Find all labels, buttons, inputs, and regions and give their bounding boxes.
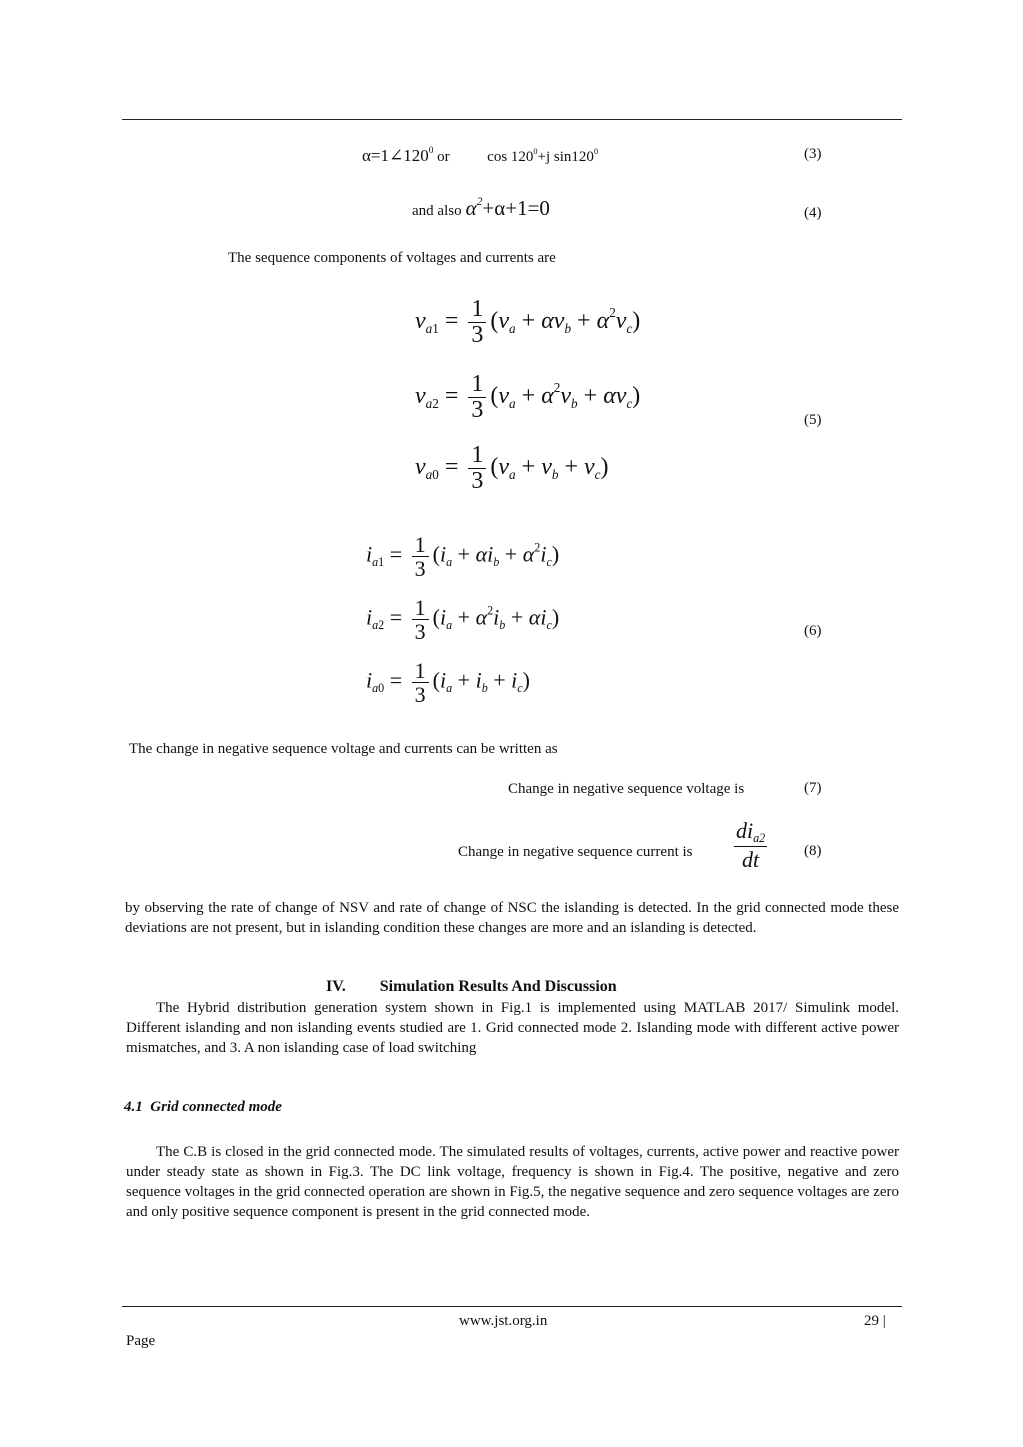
eq4-alpha: α: [465, 196, 477, 220]
paragraph-simulation: The Hybrid distribution generation system shown in Fig.1 is implemented using MATLAB 2017/ Simulink model. Different islanding and non islanding events studied are 1. Grid connected mode 2. Islanding mode with different active power mismatches, and 3. A non islanding case of load switching: [126, 1000, 899, 1056]
eq3-superscript: 0: [533, 147, 538, 156]
eq3-cos: cos 120: [487, 149, 534, 165]
equation-ia1: $i_{a1}$ = $\frac{1}{3}$ $(i_a + \alpha i_b + \alpha^2i_c)$: [366, 532, 560, 582]
eq3-or: or: [437, 149, 450, 165]
eq8-denominator: dt: [742, 847, 760, 873]
subsection-heading: 4.1 Grid connected mode: [124, 1099, 282, 1115]
equation-va2: $v_{a2}$ = $\frac{1}{3}$ $(v_a + \alpha^2v_b + \alpha v_c)$: [415, 371, 641, 424]
equation-3: [362, 146, 598, 166]
equation-number-4: (4): [804, 205, 822, 221]
eq8-subscript: a2: [753, 831, 766, 846]
equation-8-fraction: [734, 818, 767, 874]
paragraph-grid-connected: The C.B is closed in the grid connected mode. The simulated results of voltages, currents, active power and reactive power under steady state as shown in Fig.3. The DC link voltage, frequency is shown in Fig.4. The positive, negative and zero sequence voltages in the grid connected operation are shown in Fig.5, the negative sequence and zero sequence voltages are zero and only positive sequence component is present in the grid connected mode.: [126, 1144, 899, 1220]
equation-number-8: (8): [804, 843, 822, 859]
sequence-intro: The sequence components of voltages and currents are: [228, 250, 556, 266]
section-heading: [326, 978, 617, 996]
eq3-superscript: 0: [593, 147, 599, 156]
equation-va0: $v_{a0}$ = $\frac{1}{3}$ $(v_a + v_b + v_c)$: [415, 442, 609, 495]
footer-rule: [122, 1306, 902, 1307]
equation-number-7: (7): [804, 780, 822, 796]
footer-url: www.jst.org.in: [459, 1313, 548, 1329]
equation-4: [412, 196, 550, 221]
eq4-expression: [466, 196, 550, 220]
footer-page-label: Page: [126, 1333, 156, 1349]
change-intro: The change in negative sequence voltage and currents can be written as: [129, 741, 558, 757]
equation-ia0: $i_{a0}$ = $\frac{1}{3}$ $(i_a + i_b + i_c)$: [366, 658, 530, 708]
eq4-prefix: and also: [412, 203, 462, 219]
header-rule: [122, 119, 902, 120]
eq4-rest: +α+1=0: [482, 196, 550, 220]
eq4-superscript: 2: [476, 196, 483, 209]
footer-page-number: 29 |: [864, 1313, 886, 1329]
equation-number-5: (5): [804, 412, 822, 428]
equation-7-text: Change in negative sequence voltage is: [508, 781, 745, 797]
eq3-jsin: +j sin120: [537, 149, 594, 165]
section-number: IV.: [326, 978, 346, 995]
equation-number-3: (3): [804, 146, 822, 162]
eq3-superscript: 0: [428, 146, 434, 157]
equation-number-6: (6): [804, 623, 822, 639]
paragraph-detection: by observing the rate of change of NSV and rate of change of NSC the islanding is detected. In the grid connected mode these deviations are not present, but in islanding condition these changes are more and an islanding is detected.: [125, 900, 899, 936]
eq8-numerator: di: [736, 818, 754, 843]
eq3-lhs: α=1∠120: [362, 146, 429, 165]
equation-va1: $v_{a1}$ = $\frac{1}{3}$ $(v_a + \alpha v_b + \alpha^2v_c)$: [415, 296, 641, 349]
equation-ia2: $i_{a2}$ = $\frac{1}{3}$ $(i_a + \alpha^2i_b + \alpha i_c)$: [366, 595, 560, 645]
section-title: Simulation Results And Discussion: [379, 978, 617, 995]
equation-8-text: Change in negative sequence current is: [458, 844, 693, 860]
eq3-alpha-def: [362, 146, 433, 165]
